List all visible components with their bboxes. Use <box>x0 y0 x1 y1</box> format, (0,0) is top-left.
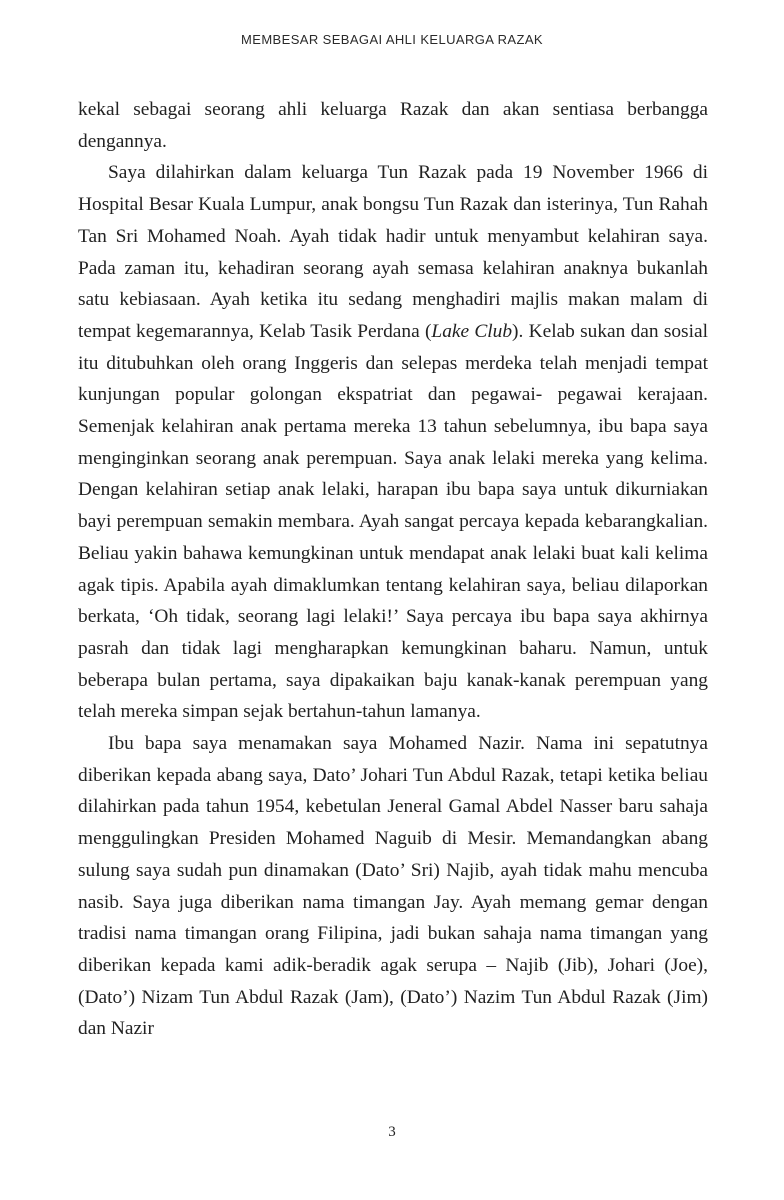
paragraph-naming: Ibu bapa saya menamakan saya Mohamed Nazir. Nama ini sepatutnya diberikan kepada abang saya, Dato’ Johari Tun Abdul Razak, tetapi ketika beliau dilahirkan pada tahun 1954, kebetulan Jeneral Gamal Abdel Nasser baru sahaja menggulingkan Presiden Mohamed Naguib di Mesir. Memandangkan abang sulung saya sudah pun dinamakan (Dato’ Sri) Najib, ayah tidak mahu mencuba nasib. Saya juga diberikan nama timangan Jay. Ayah memang gemar dengan tradisi nama timangan orang Filipina, jadi bukan sahaja nama timangan yang diberikan kepada kami adik-beradik agak serupa – Najib (Jib), Johari (Joe), (Dato’) Nizam Tun Abdul Razak (Jam), (Dato’) Nazim Tun Abdul Razak (Jim) dan Nazir <box>78 733 708 1040</box>
paragraph-birth <box>78 157 708 728</box>
running-head: MEMBESAR SEBAGAI AHLI KELUARGA RAZAK <box>241 32 543 47</box>
page-number: 3 <box>388 1124 396 1140</box>
paragraph-birth-text-start: Saya dilahirkan dalam keluarga Tun Razak pada 19 November 1966 di Hospital Besar Kuala Lumpur, anak bongsu Tun Razak dan isterinya, Tun Rahah Tan Sri Mohamed Noah. Ayah tidak hadir untuk menyambut kelahiran saya. Pada zaman itu, kehadiran seorang ayah semasa kelahiran anaknya bukanlah satu kebiasaan. Ayah ketika itu sedang menghadiri majlis makan malam di tempat kegemarannya, Kelab Tasik Perdana ( <box>78 162 708 342</box>
paragraph-continued: kekal sebagai seorang ahli keluarga Razak dan akan sentiasa berbangga dengannya. <box>78 99 708 152</box>
body-text <box>78 94 708 1045</box>
paragraph-birth-text-end: ). Kelab sukan dan sosial itu ditubuhkan oleh orang Inggeris dan selepas merdeka telah menjadi tempat kunjungan popular golongan ekspatriat dan pegawai- pegawai kerajaan. Semenjak kelahiran anak pertama mereka 13 tahun sebelumnya, ibu bapa saya menginginkan seorang anak perempuan. Saya anak lelaki mereka yang kelima. Dengan kelahiran setiap anak lelaki, harapan ibu bapa saya untuk dikurniakan bayi perempuan semakin membara. Ayah sangat percaya kepada kebarangkalian. Beliau yakin bahawa kemungkinan untuk mendapat anak lelaki buat kali kelima agak tipis. Apabila ayah dimaklumkan tentang kelahiran saya, beliau dilaporkan berkata, ‘Oh tidak, seorang lagi lelaki!’ Saya percaya ibu bapa saya akhirnya pasrah dan tidak lagi mengharapkan kemungkinan baharu. Namun, untuk beberapa bulan pertama, saya dipakaikan baju kanak-kanak perempuan yang telah mereka simpan sejak bertahun-tahun lamanya. <box>78 320 708 723</box>
italic-lake-club: Lake Club <box>431 320 513 342</box>
